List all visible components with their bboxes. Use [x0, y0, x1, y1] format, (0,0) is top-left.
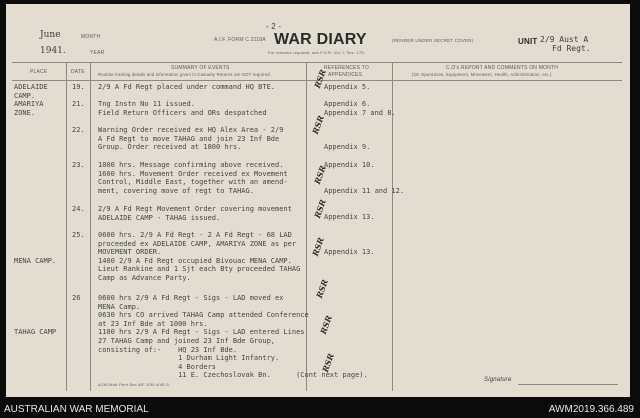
diary-sheet: [6, 4, 630, 397]
footer-institution: AUSTRALIAN WAR MEMORIAL: [4, 404, 149, 415]
initials-mark: RSR: [312, 164, 328, 186]
rule-place-date: [66, 63, 67, 391]
entry-appendix: Appendix 6. Appendix 7 and 8.: [324, 100, 396, 117]
signature-label: Signature: [484, 377, 512, 383]
entry-date: 21.: [72, 100, 85, 108]
entry-date: 23.: [72, 161, 85, 169]
entry-date: 26: [72, 294, 81, 302]
entry-summary: 0600 hrs 2/9 A Fd Regt - Sigs - LAD moved ex MENA Camp. 0630 hrs CO arrived TAHAG Camp attended Conference at 23 Inf Bde at 1000 hrs. 1100 hrs 2/9 A Fd Regt - Sigs - LAD entered Lines 27 TAHAG Camp and joined 23 Inf Bde Group, consisting of:- HQ 23 Inf Bde. 1 Durham Light Infantry. 4 Borders 11 E. Czechoslovak Bn. (Cont next page).: [98, 294, 368, 380]
entry-summary: 2/9 A Fd Regt placed under command HQ BTE.: [98, 83, 276, 91]
year-label: YEAR: [90, 50, 105, 56]
month-handwritten: June: [40, 30, 61, 40]
print-note: A118 Mob Print Sec AIF 3/39 4/40 G.: [98, 382, 171, 387]
unit-value-line2: Fd Regt.: [552, 44, 591, 53]
place-entry: ADELAIDE CAMP. AMARIYA ZONE.: [14, 83, 48, 117]
month-label: MONTH: [81, 34, 101, 40]
entry-summary: Tng Instn No 11 issued. Field Return Officers and ORs despatched: [98, 100, 267, 117]
entry-appendix: Appendix 13.: [324, 248, 375, 257]
title-note: For remarks required, see F.S.R. Vol. I, Sec. 173.: [268, 50, 366, 55]
place-entry: MENA CAMP.: [14, 257, 57, 265]
col-summary-title: SUMMARY OF EVENTS: [171, 65, 230, 71]
place-entry: TAHAG CAMP: [14, 328, 57, 336]
col-co-note: (On Operations, Equipment, Movement, Health, Administration, etc.): [412, 72, 552, 77]
entry-appendix: Appendix 5.: [324, 83, 371, 91]
initials-mark: RSR: [318, 314, 334, 336]
diary-title: WAR DIARY: [274, 31, 367, 48]
entry-date: 19.: [72, 83, 85, 91]
page-number: - 2 -: [266, 22, 282, 31]
unit-label: UNIT: [518, 37, 538, 46]
col-place: PLACE: [30, 69, 48, 75]
entry-appendix: Appendix 13.: [324, 213, 375, 221]
form-label: A.I.F. FORM C.2118A: [214, 37, 266, 43]
initials-mark: RSR: [312, 198, 328, 220]
footer-reference: AWM2019.366.489: [548, 404, 634, 415]
secret-note: (RENDER UNDER SECRET COVER): [392, 38, 474, 43]
col-refs-title: REFERENCES TO: [324, 65, 369, 71]
entry-summary: 2/9 A Fd Regt Movement Order covering movement ADELAIDE CAMP - TAHAG issued.: [98, 205, 292, 222]
entry-appendix: Appendix 9.: [324, 143, 371, 151]
entry-appendix: Appendix 10. Appendix 11 and 12.: [324, 161, 405, 195]
entry-date: 25.: [72, 231, 85, 239]
year-handwritten: 1941.: [40, 46, 66, 56]
table-top-rule: [12, 62, 622, 63]
entry-date: 22.: [72, 126, 85, 134]
initials-mark: RSR: [320, 352, 336, 374]
initials-mark: RSR: [310, 114, 326, 136]
col-summary-note: Routine training details and information given in Casualty Returns are NOT required.: [98, 72, 272, 77]
col-refs-sub: APPENDICES: [328, 72, 363, 78]
col-date: DATE: [71, 69, 85, 75]
initials-mark: RSR: [312, 68, 328, 90]
archive-footer: [0, 401, 640, 418]
initials-mark: RSR: [310, 236, 326, 258]
entry-date: 24.: [72, 205, 85, 213]
col-co-title: C.O's REPORT AND COMMENTS ON MONTH: [446, 65, 559, 71]
entry-summary: 1000 hrs. Message confirming above received. 1600 hrs. Movement Order received ex Movement Control, Middle East, together with an amend- ment, covering move of regt to TAHAG.: [98, 161, 288, 195]
entry-summary: 0600 hrs. 2/9 A Fd Regt - 2 A Fd Regt - 68 LAD proceeded ex ADELAIDE CAMP, AMARIYA ZONE as per MOVEMENT ORDER. 1400 2/9 A Fd Regt occupied Bivouac MENA CAMP. Lieut Rankine and 1 Sjt each Bty proceeded TAHAG Camp as Advance Party.: [98, 231, 301, 282]
initials-mark: RSR: [314, 278, 330, 300]
signature-line: [518, 384, 618, 385]
rule-date-summary: [90, 63, 91, 391]
unit-value-line1: 2/9 Aust A: [540, 35, 589, 44]
entry-summary: Warning Order received ex HQ Alex Area - 2/9 A Fd Regt to move TAHAG and join 23 Inf Bde Group. Order received at 1800 hrs.: [98, 126, 284, 152]
